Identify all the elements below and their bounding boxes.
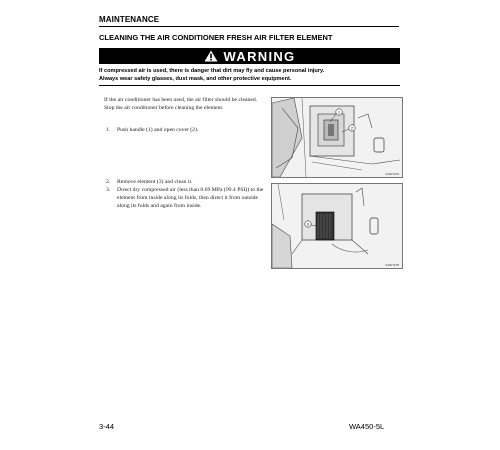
callout-3: 3 [306, 221, 310, 227]
intro-paragraph: If the air conditioner has been used, the air filter should be cleaned. Stop the air conditioner before cleaning the element. [104, 97, 258, 111]
step-number: 3. [106, 187, 111, 193]
header-rule [99, 26, 399, 27]
warning-triangle-icon [204, 50, 218, 62]
step-3 [106, 186, 271, 210]
step-text: Remove element (3) and clean it. [117, 179, 193, 185]
warning-label: WARNING [223, 48, 296, 64]
warning-line: If compressed air is used, there is danger that dirt may fly and cause personal injury. [99, 68, 325, 74]
step-1 [106, 126, 266, 134]
model-name: WA450-5L [349, 422, 385, 431]
step-2 [106, 178, 266, 186]
warning-rule [99, 85, 400, 86]
figure-open-cover [271, 97, 403, 178]
figure-illustration [272, 184, 402, 268]
figure-code: 9JA07279 [385, 172, 399, 176]
figure-code: 9JA07278 [385, 263, 399, 267]
step-text: Direct dry compressed air (less than 0.69 MPa (99.4 PSI)) to the element from inside along its folds, then direct it from outside along its folds and again from inside. [117, 187, 264, 209]
page-number: 3-44 [99, 422, 115, 431]
section-header: MAINTENANCE [99, 15, 160, 24]
figure-remove-element [271, 183, 403, 269]
callout-1: 1 [337, 109, 341, 115]
figure-illustration [272, 98, 402, 177]
warning-text [99, 67, 404, 83]
warning-banner [99, 48, 400, 64]
page-title: CLEANING THE AIR CONDITIONER FRESH AIR FILTER ELEMENT [99, 33, 333, 42]
step-number: 2. [106, 179, 111, 185]
warning-line: Always wear safety glasses, dust mask, and other protective equipment. [99, 76, 292, 82]
step-text: Push handle (1) and open cover (2). [117, 127, 199, 133]
callout-2: 2 [350, 125, 354, 131]
step-number: 1. [106, 127, 111, 133]
